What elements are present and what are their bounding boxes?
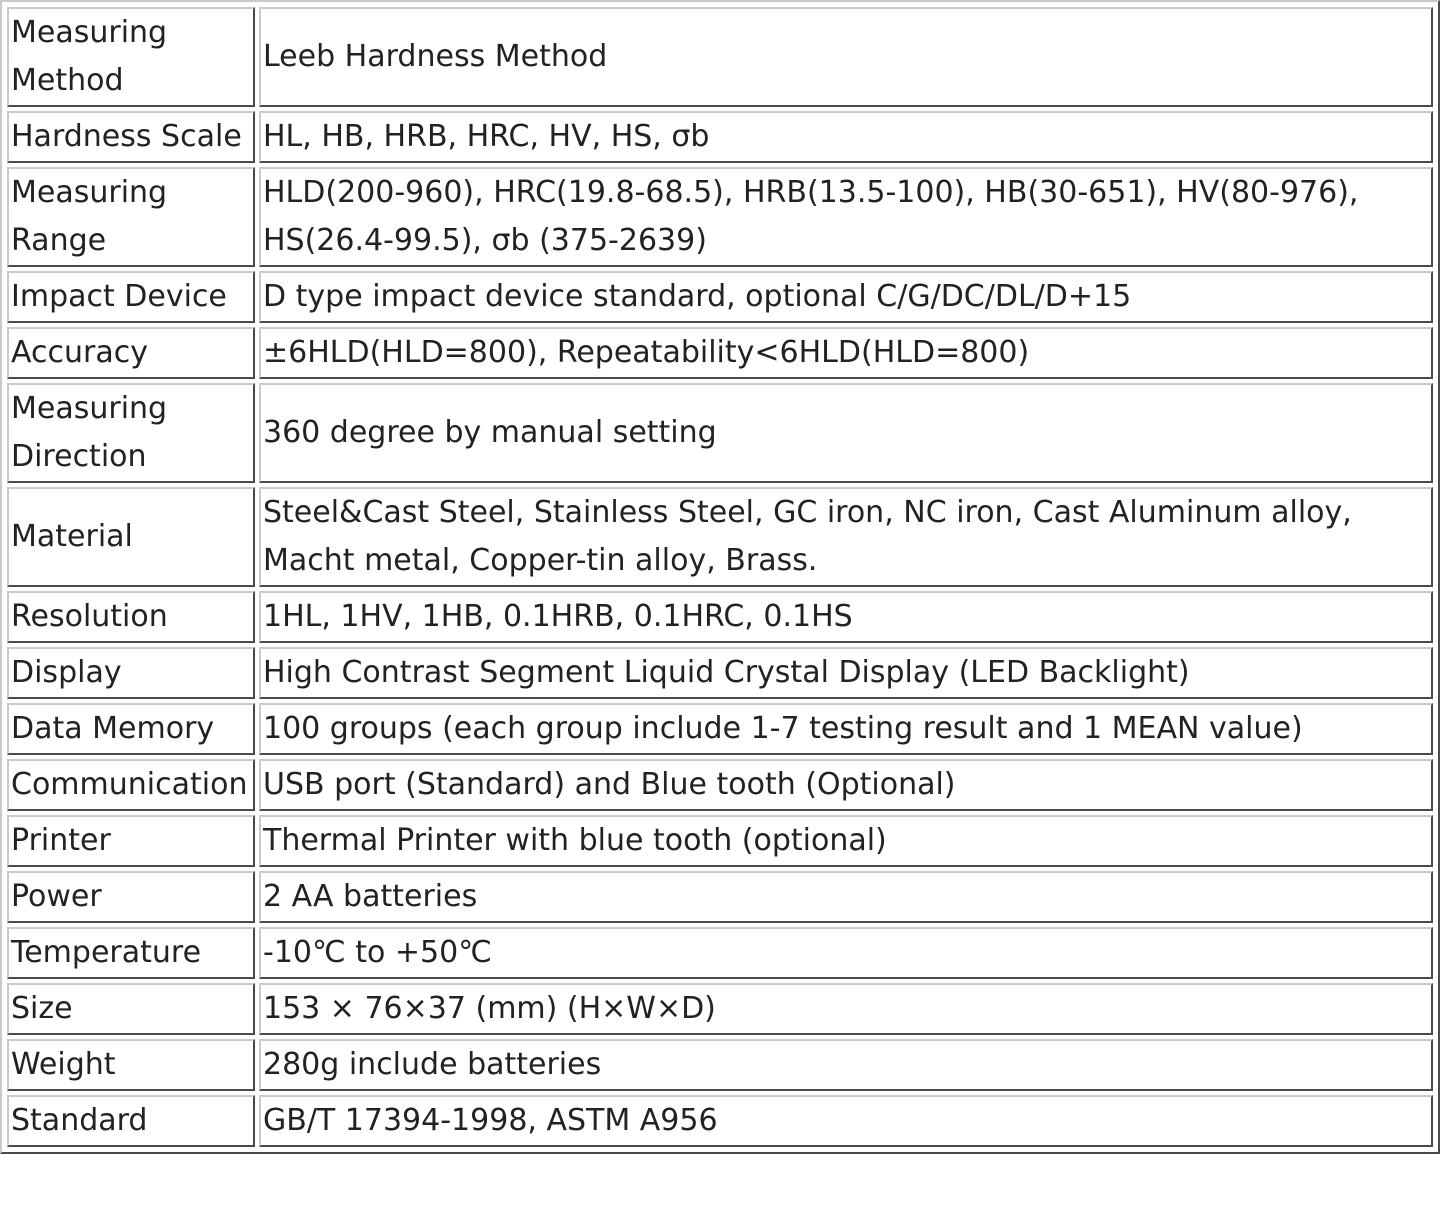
table-row	[7, 1039, 1433, 1091]
row-value: USB port (Standard) and Blue tooth (Optional)	[259, 759, 1433, 811]
row-value: 100 groups (each group include 1-7 testing result and 1 MEAN value)	[259, 703, 1433, 755]
table-row	[7, 167, 1433, 267]
table-row	[7, 7, 1433, 107]
row-label: Measuring Range	[7, 167, 255, 267]
table-row	[7, 591, 1433, 643]
row-label: Material	[7, 487, 255, 587]
row-value: HLD(200-960), HRC(19.8-68.5), HRB(13.5-100), HB(30-651), HV(80-976), HS(26.4-99.5), σb (375-2639)	[259, 167, 1433, 267]
row-value: 360 degree by manual setting	[259, 383, 1433, 483]
table-row	[7, 703, 1433, 755]
row-label: Weight	[7, 1039, 255, 1091]
table-row	[7, 815, 1433, 867]
row-value: HL, HB, HRB, HRC, HV, HS, σb	[259, 111, 1433, 163]
row-label: Standard	[7, 1095, 255, 1147]
row-value: 280g include batteries	[259, 1039, 1433, 1091]
spec-table-body	[7, 7, 1433, 1147]
row-label: Accuracy	[7, 327, 255, 379]
row-value: Steel&Cast Steel, Stainless Steel, GC iron, NC iron, Cast Aluminum alloy, Macht metal, Copper-tin alloy, Brass.	[259, 487, 1433, 587]
row-value: ±6HLD(HLD=800), Repeatability<6HLD(HLD=800)	[259, 327, 1433, 379]
table-row	[7, 759, 1433, 811]
row-label: Temperature	[7, 927, 255, 979]
row-value: 2 AA batteries	[259, 871, 1433, 923]
row-label: Size	[7, 983, 255, 1035]
row-label: Impact Device	[7, 271, 255, 323]
table-row	[7, 383, 1433, 483]
table-row	[7, 487, 1433, 587]
row-label: Resolution	[7, 591, 255, 643]
table-row	[7, 1095, 1433, 1147]
row-value: Leeb Hardness Method	[259, 7, 1433, 107]
row-label: Measuring Direction	[7, 383, 255, 483]
row-label: Power	[7, 871, 255, 923]
row-value: 1HL, 1HV, 1HB, 0.1HRB, 0.1HRC, 0.1HS	[259, 591, 1433, 643]
row-label: Measuring Method	[7, 7, 255, 107]
row-value: Thermal Printer with blue tooth (optional)	[259, 815, 1433, 867]
table-row	[7, 647, 1433, 699]
table-row	[7, 271, 1433, 323]
row-value: GB/T 17394-1998, ASTM A956	[259, 1095, 1433, 1147]
table-row	[7, 111, 1433, 163]
spec-table	[3, 3, 1437, 1151]
row-value: D type impact device standard, optional C/G/DC/DL/D+15	[259, 271, 1433, 323]
row-value: 153 × 76×37 (mm) (H×W×D)	[259, 983, 1433, 1035]
table-row	[7, 327, 1433, 379]
table-row	[7, 871, 1433, 923]
row-label: Hardness Scale	[7, 111, 255, 163]
row-value: -10℃ to +50℃	[259, 927, 1433, 979]
row-value: High Contrast Segment Liquid Crystal Display (LED Backlight)	[259, 647, 1433, 699]
row-label: Communication	[7, 759, 255, 811]
row-label: Display	[7, 647, 255, 699]
row-label: Printer	[7, 815, 255, 867]
table-row	[7, 983, 1433, 1035]
table-row	[7, 927, 1433, 979]
row-label: Data Memory	[7, 703, 255, 755]
